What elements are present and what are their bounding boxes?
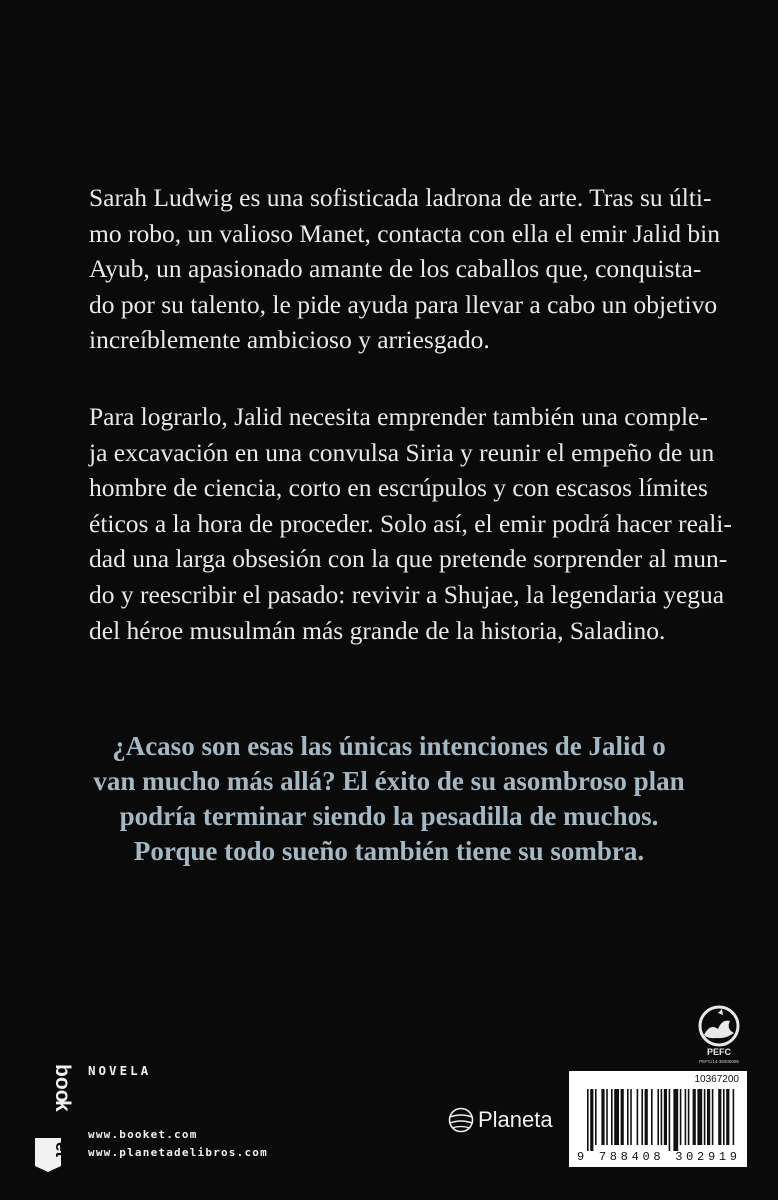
barcode-bar [685,1089,687,1145]
product-code: 10367200 [694,1074,739,1085]
genre-label: NOVELA [88,1063,152,1078]
svg-text:k: k [51,1100,74,1112]
barcode-bar [630,1089,632,1145]
text-line: do y reescribir el pasado: revivir a Shujae, la legendaria yegua [89,579,725,609]
barcode-bar [606,1089,608,1145]
text-line: Para lograrlo, Jalid necesita emprender también una comple- [89,402,708,431]
barcode-bar [707,1089,710,1145]
text-line: dad una larga obsesión con la que pretende sorprender al mun- [89,544,728,574]
barcode-bar [693,1089,696,1145]
pefc-label: PEFC [706,1047,731,1057]
barcode-bar [688,1089,690,1145]
text-line: ja excavación en una convulsa Siria y reunir el empeño de un [89,437,715,467]
planeta-logo [448,1105,553,1135]
barcode-bar [661,1089,663,1145]
pefc-certification [696,1005,742,1071]
barcode-bar [723,1089,725,1145]
svg-text:boo: boo [51,1064,74,1103]
svg-text:et: et [52,1142,71,1158]
text-line: do por su talento, le pide ayuda para llevar a cabo un objetivo [89,289,718,319]
barcode-bar [611,1089,613,1145]
barcode-bar [601,1089,604,1145]
synopsis-paragraph-2 [89,399,732,648]
text-line: mo robo, un valioso Manet, contacta con ella el emir Jalid bin [89,218,720,248]
text-line: del héroe musulmán más grande de la historia, Saladino. [89,615,666,645]
barcode-bar [669,1089,671,1151]
barcode-bar [726,1089,729,1145]
barcode-bar [664,1089,667,1145]
barcode-bar [697,1089,702,1145]
barcode-bar [621,1089,624,1145]
barcode-bar [590,1089,593,1151]
barcode-bar [595,1089,597,1145]
booket-logo [33,1062,74,1172]
barcode-bar [627,1089,629,1145]
barcode-bar [733,1089,735,1145]
booket-url: www.booket.com [88,1128,198,1141]
planetadelibros-url: www.planetadelibros.com [88,1146,268,1159]
text-line: hombre de ciencia, corto en escrúpulos y con escasos límites [89,473,708,503]
quote-line: podría terminar siendo la pesadilla de muchos. [119,801,659,831]
barcode-bar [651,1089,653,1145]
barcode-bar [645,1089,648,1145]
pefc-tree-icon [696,1005,742,1047]
barcode-bar [657,1089,659,1145]
isbn-barcode [575,1089,741,1163]
pefc-code: PEFC/14-38300005 [699,1059,739,1064]
barcode-panel [569,1071,747,1167]
barcode-bar [704,1089,706,1145]
text-line: éticos a la hora de proceder. Solo así, el emir podrá hacer reali- [89,508,732,538]
barcode-bar [712,1089,714,1145]
barcode-bar [718,1089,721,1145]
barcode-bar [673,1089,678,1151]
text-line: Ayub, un apasionado amante de los caballos que, conquista- [89,254,702,284]
text-line: Sarah Ludwig es una sofisticada ladrona de arte. Tras su últi- [89,183,712,212]
quote-line: ¿Acaso son esas las únicas intenciones de Jalid o [112,731,666,761]
barcode-bar [587,1089,589,1151]
isbn-digits: 9 788408 302919 [577,1150,737,1164]
barcode-bar [614,1089,619,1145]
quote-line: van mucho más allá? El éxito de su asombroso plan [93,766,685,796]
publisher-name: Planeta [478,1107,553,1132]
barcode-bar [641,1089,643,1145]
tagline-quote [60,729,718,869]
text-line: increíblemente ambicioso y arriesgado. [89,325,490,355]
planeta-globe-icon [448,1107,474,1133]
barcode-bar [680,1089,682,1145]
barcode-bar [637,1089,639,1145]
quote-line: Porque todo sueño también tiene su sombra. [133,836,645,866]
synopsis-paragraph-1 [89,180,720,358]
